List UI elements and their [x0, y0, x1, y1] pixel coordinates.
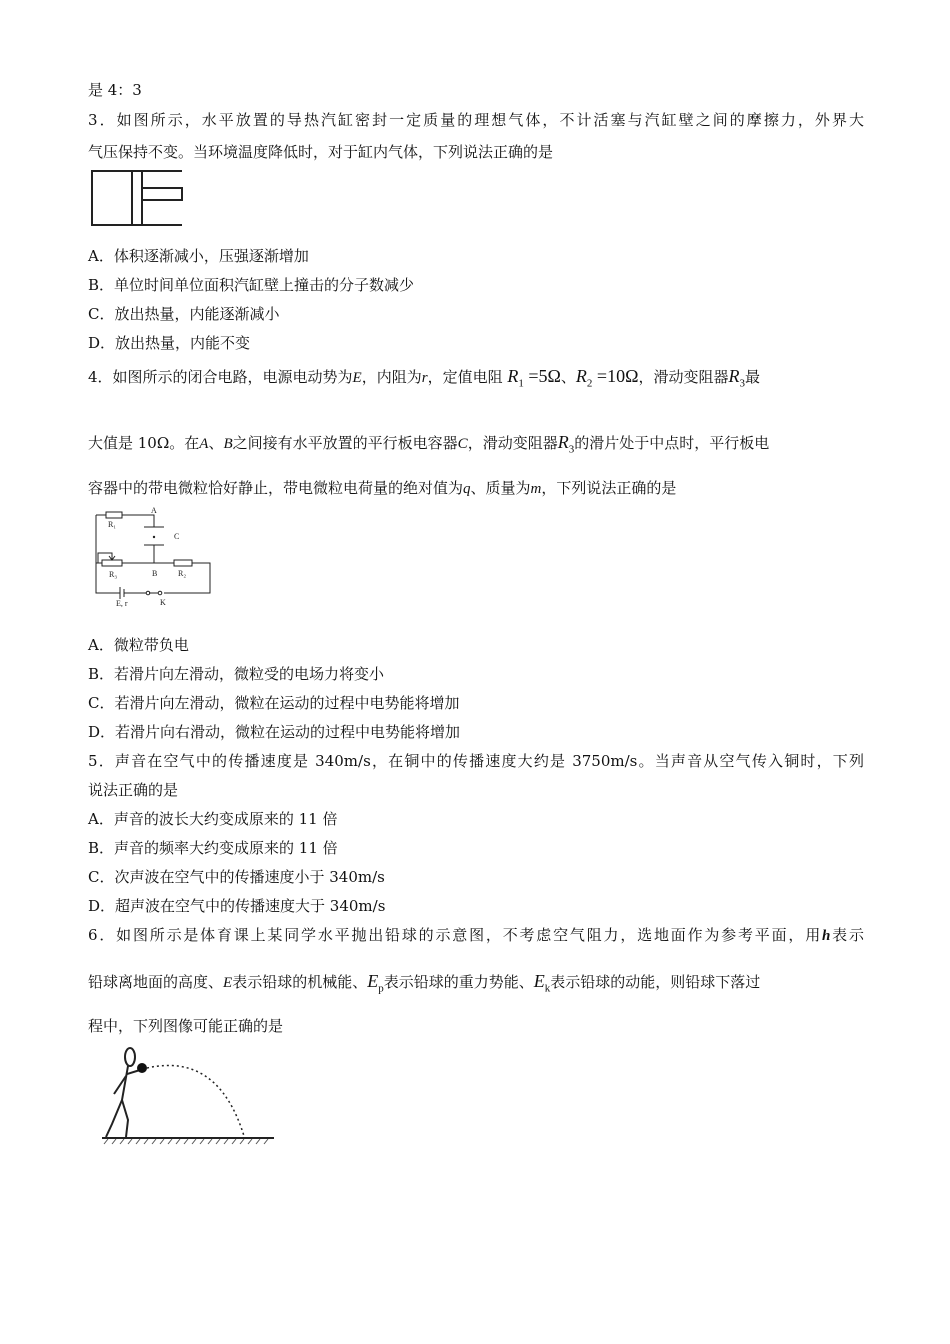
ek-subscript: k: [544, 982, 551, 995]
q4-text: ，滑动变阻器: [467, 434, 558, 452]
ek-formula: [533, 971, 551, 995]
label-r3: R₃: [109, 570, 118, 579]
height-symbol: h: [822, 928, 831, 944]
r2-symbol: R: [575, 366, 587, 386]
point-b-symbol: B: [223, 436, 233, 452]
r3-subscript: 3: [568, 443, 575, 456]
r1-symbol: R: [507, 366, 519, 386]
point-a-symbol: A: [199, 436, 209, 452]
q4-text: ，定值电阻: [427, 368, 503, 386]
label-r1: R₁: [108, 520, 117, 529]
r1-value: =5Ω: [523, 366, 561, 386]
label-a: A: [151, 506, 157, 515]
q4-text: ，下列说法正确的是: [541, 479, 677, 497]
r3-formula: [728, 366, 745, 390]
label-b: B: [152, 569, 158, 578]
q4-text: ，内阻为: [361, 368, 422, 386]
q4-text: 最: [744, 368, 760, 386]
r3-formula: [557, 432, 575, 456]
q6-stem-line1: [88, 925, 864, 946]
q6-stem-line3: 程中，下列图像可能正确的是: [88, 1017, 284, 1035]
q3-stem-line1: 3．如图所示，水平放置的导热汽缸密封一定质量的理想气体，不计活塞与汽缸壁之间的摩擦力，外界大: [88, 111, 864, 129]
q6-text: 表示铅球的重力势能、: [383, 973, 534, 991]
q4-text: 容器中的带电微粒恰好静止，带电微粒电荷量的绝对值为: [88, 479, 464, 497]
label-switch: K: [160, 598, 166, 607]
r2-subscript: 2: [586, 377, 593, 390]
q3-stem-line2: 气压保持不变。当环境温度降低时，对于缸内气体，下列说法正确的是: [88, 143, 554, 161]
shot-put-diagram: [98, 1044, 278, 1150]
ep-formula: [367, 971, 384, 995]
q4-stem-line3: [88, 478, 676, 499]
q6-text: 表示铅球的机械能、: [232, 973, 368, 991]
q3-option-d: D．放出热量，内能不变: [88, 334, 251, 352]
charge-symbol: q: [463, 481, 471, 497]
separator: 、: [560, 368, 576, 386]
q5-stem-line1: 5．声音在空气中的传播速度是 340m/s，在铜中的传播速度大约是 3750m/s。当声音从空气传入铜时，下列: [88, 752, 864, 770]
emf-symbol: E: [352, 370, 362, 386]
label-c: C: [174, 532, 180, 541]
r3-subscript: 3: [739, 377, 745, 390]
q4-text: 的滑片处于中点时，平行板电: [574, 434, 770, 452]
q4-option-d: D．若滑片向右滑动，微粒在运动的过程中电势能将增加: [88, 723, 461, 741]
q4-stem-line2: [88, 432, 769, 460]
cylinder-diagram: [88, 168, 188, 228]
ep-subscript: p: [378, 982, 384, 995]
q5-stem-line2: 说法正确的是: [88, 781, 179, 799]
q3-option-b: B．单位时间单位面积汽缸壁上撞击的分子数减少: [88, 276, 415, 294]
q5-option-d: D．超声波在空气中的传播速度大于 340m/s: [88, 897, 386, 915]
q5-option-b: B．声音的频率大约变成原来的 11 倍: [88, 839, 338, 857]
label-emf: E, r: [116, 599, 128, 608]
q5-option-a: A．声音的波长大约变成原来的 11 倍: [88, 810, 338, 828]
r3-symbol: R: [557, 432, 569, 452]
ep-symbol: E: [367, 971, 379, 991]
q3-option-a: A．体积逐渐减小，压强逐渐增加: [88, 247, 309, 265]
q6-text: 表示: [830, 926, 864, 944]
r2-formula: [575, 366, 639, 390]
q4-stem-line1: [88, 366, 760, 394]
mechanical-energy-symbol: E: [223, 975, 233, 991]
circuit-diagram: [88, 505, 218, 610]
capacitor-symbol: C: [457, 436, 468, 452]
q3-option-c: C．放出热量，内能逐渐减小: [88, 305, 280, 323]
top-fragment: 是 4：3: [88, 81, 142, 99]
q5-option-c: C．次声波在空气中的传播速度小于 340m/s: [88, 868, 385, 886]
q4-text: ，滑动变阻器: [638, 368, 729, 386]
r3-symbol: R: [728, 366, 740, 386]
q6-stem-line2: [88, 971, 760, 999]
q4-option-c: C．若滑片向左滑动，微粒在运动的过程中电势能将增加: [88, 694, 460, 712]
q6-text: 表示铅球的动能，则铅球下落过: [550, 973, 761, 991]
label-r2: R₂: [178, 569, 187, 578]
q4-option-b: B．若滑片向左滑动，微粒受的电场力将变小: [88, 665, 385, 683]
r2-value: =10Ω: [592, 366, 639, 386]
q4-text: 大值是 10Ω。在: [88, 434, 200, 452]
r1-subscript: 1: [518, 377, 524, 390]
q4-text: 、质量为: [470, 479, 531, 497]
q4-text: 、: [208, 434, 224, 452]
q4-text: 之间接有水平放置的平行板电容器: [232, 434, 458, 452]
q6-text: 铅球离地面的高度、: [88, 973, 224, 991]
q4-option-a: A．微粒带负电: [88, 636, 189, 654]
q6-text: 6．如图所示是体育课上某同学水平抛出铅球的示意图，不考虑空气阻力，选地面作为参考平面，用: [88, 926, 823, 944]
ek-symbol: E: [533, 971, 545, 991]
resistance-symbol: r: [421, 370, 428, 386]
mass-symbol: m: [530, 481, 542, 497]
q4-text: 4．如图所示的闭合电路，电源电动势为: [88, 368, 353, 386]
r1-formula: [507, 366, 561, 390]
